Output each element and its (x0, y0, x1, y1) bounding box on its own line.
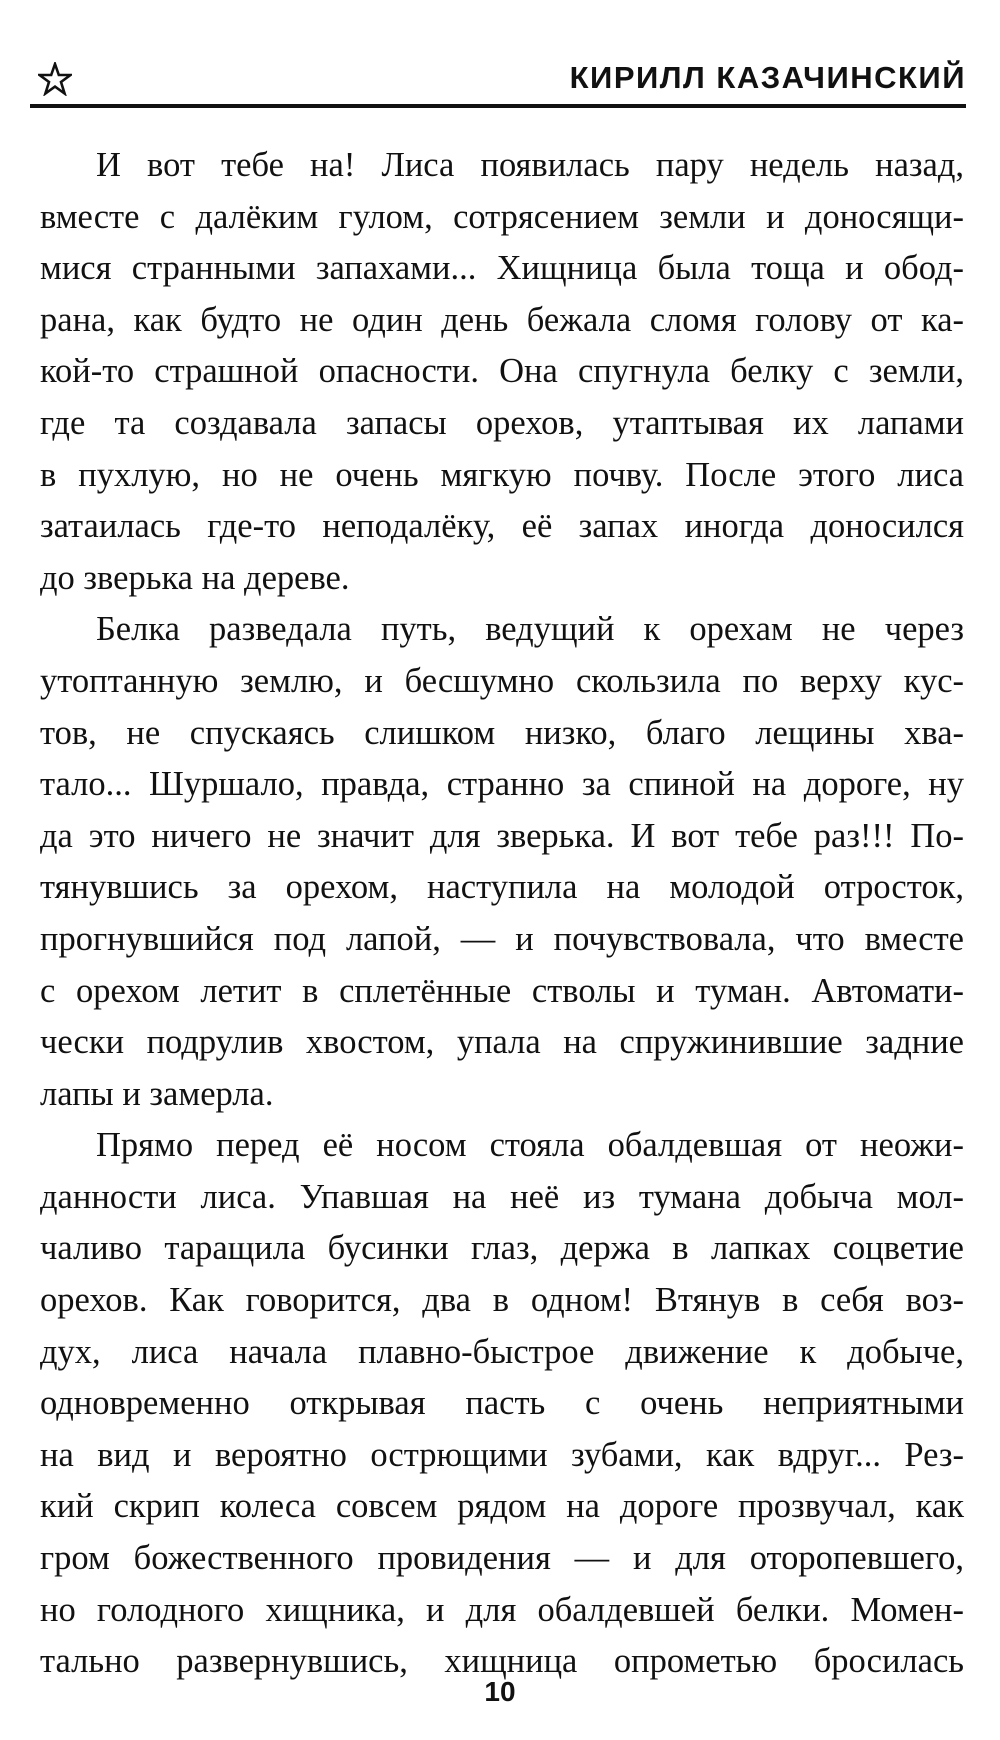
text-line: затаилась где-то неподалёку, её запах иногда доносился (40, 507, 964, 546)
text-line: тально развернувшись, хищница опрометью бросилась (40, 1642, 964, 1681)
text-line: прогнувшийся под лапой, — и почувствовала, что вместе (40, 919, 964, 958)
text-line: дух, лиса начала плавно-быстрое движение к добыче, (40, 1332, 964, 1371)
text-line: с орехом летит в сплетённые стволы и туман. Автомати- (40, 971, 964, 1010)
text-line: гром божественного провидения — и для оторопевшего, (40, 1539, 964, 1578)
text-line: одновременно открывая пасть с очень неприятными (40, 1384, 964, 1423)
text-line: Прямо перед её носом стояла обалдевшая от неожи- (96, 1126, 964, 1165)
text-line: тов, не спускаясь слишком низко, благо лещины хва- (40, 713, 964, 752)
text-line: И вот тебе на! Лиса появилась пару недель назад, (96, 146, 964, 184)
text-line: где та создавала запасы орехов, утаптывая их лапами (40, 403, 964, 442)
page-number: 10 (484, 1676, 516, 1707)
paragraph (40, 604, 964, 1120)
text-line: данности лиса. Упавшая на неё из тумана добыча мол- (40, 1177, 964, 1216)
text-line: до зверька на дереве. (40, 558, 350, 597)
text-line: утоптанную землю, и бесшумно скользила по верху кус- (40, 661, 964, 700)
star-outline-icon (38, 62, 72, 96)
text-line: кий скрип колеса совсем рядом на дороге прозвучал, как (40, 1487, 964, 1526)
text-line: кой-то страшной опасности. Она спугнула белку с земли, (40, 352, 964, 391)
paragraph (40, 1120, 964, 1688)
text-line: чаливо таращила бусинки глаз, держа в лапках соцветие (40, 1229, 964, 1268)
author-name: КИРИЛЛ КАЗАЧИНСКИЙ (569, 60, 966, 95)
header-rule (30, 104, 966, 108)
paragraph (40, 140, 964, 604)
text-line: да это ничего не значит для зверька. И вот тебе раз!!! По- (40, 816, 964, 855)
text-line: вместе с далёким гулом, сотрясением земли и доносящи- (40, 197, 964, 236)
text-line: мися странными запахами... Хищница была тоща и обод- (40, 249, 964, 288)
text-line: в пухлую, но не очень мягкую почву. После этого лиса (40, 455, 964, 494)
text-line: чески подрулив хвостом, упала на спружинившие задние (40, 1023, 964, 1062)
text-line: орехов. Как говорится, два в одном! Втянув в себя воз- (40, 1281, 964, 1320)
text-line: лапы и замерла. (40, 1074, 274, 1113)
text-line: но голодного хищника, и для обалдевшей белки. Момен- (40, 1590, 964, 1629)
running-header (30, 52, 966, 108)
text-line: рана, как будто не один день бежала сломя голову от ка- (40, 300, 964, 339)
text-line: Белка разведала путь, ведущий к орехам не через (96, 610, 964, 649)
body-text (40, 140, 964, 1688)
text-line: тянувшись за орехом, наступила на молодой отросток, (40, 868, 964, 907)
text-line: на вид и вероятно острющими зубами, как вдруг... Рез- (40, 1435, 964, 1474)
text-line: тало... Шуршало, правда, странно за спиной на дороге, ну (40, 765, 964, 804)
